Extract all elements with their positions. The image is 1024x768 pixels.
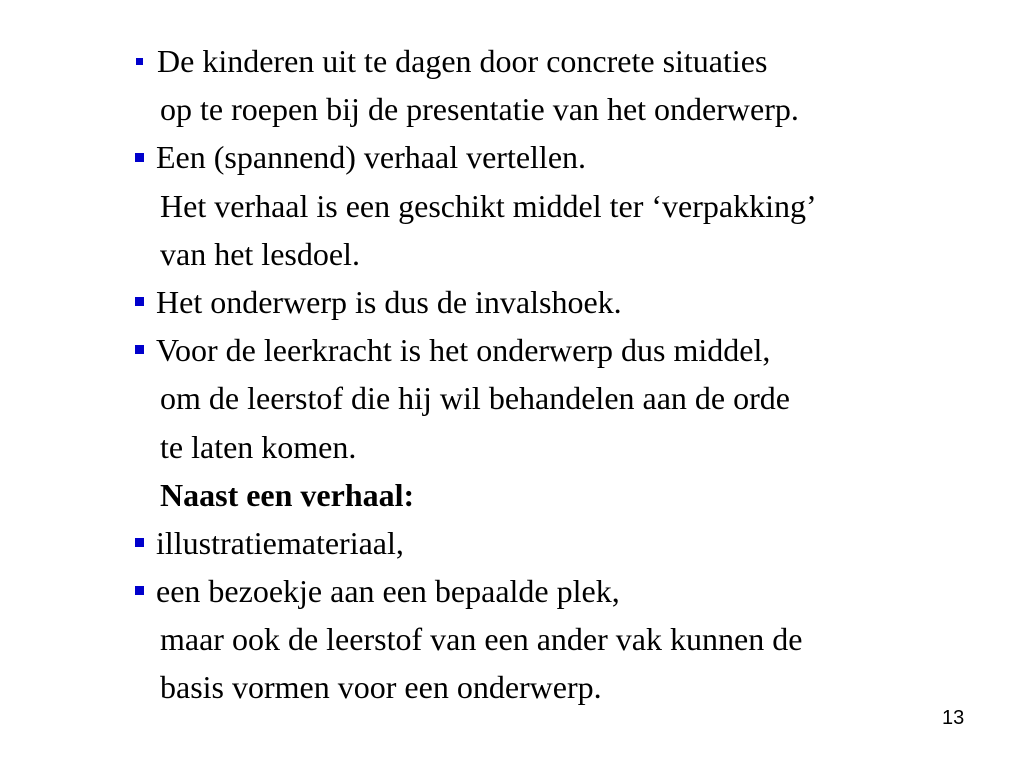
bullet-item-2 xyxy=(131,133,1001,181)
square-bullet-icon xyxy=(135,586,144,595)
bullet-text: Voor de leerkracht is het onderwerp dus middel, xyxy=(156,332,771,369)
page-number: 13 xyxy=(942,707,965,729)
slide-body xyxy=(131,37,1001,712)
bullet-text: van het lesdoel. xyxy=(160,235,360,272)
bullet-text: Het verhaal is een geschikt middel ter ‘verpakking’ xyxy=(160,187,817,224)
bullet-item-1 xyxy=(131,37,1001,85)
bullet-continuation xyxy=(131,615,1001,663)
bullet-text: basis vormen voor een onderwerp. xyxy=(160,669,602,706)
bullet-continuation xyxy=(131,374,1001,422)
square-bullet-icon xyxy=(135,297,144,306)
bullet-item-3 xyxy=(131,278,1001,326)
square-bullet-icon xyxy=(136,58,143,65)
bullet-text: illustratiemateriaal, xyxy=(156,524,404,561)
bullet-text: maar ook de leerstof van een ander vak kunnen de xyxy=(160,621,803,658)
bullet-text: om de leerstof die hij wil behandelen aan de orde xyxy=(160,380,790,417)
bullet-text: Een (spannend) verhaal vertellen. xyxy=(156,139,587,176)
bullet-continuation xyxy=(131,663,1001,711)
bullet-text: Het onderwerp is dus de invalshoek. xyxy=(156,283,622,320)
subheading xyxy=(131,471,1001,519)
sub-bullet-item-2 xyxy=(131,567,1001,615)
bullet-text: te laten komen. xyxy=(160,428,357,465)
square-bullet-icon xyxy=(135,345,144,354)
square-bullet-icon xyxy=(135,538,144,547)
bullet-text: een bezoekje aan een bepaalde plek, xyxy=(156,573,620,610)
bullet-continuation xyxy=(131,230,1001,278)
bullet-continuation xyxy=(131,85,1001,133)
square-bullet-icon xyxy=(135,153,144,162)
sub-bullet-item-1 xyxy=(131,519,1001,567)
bullet-text: De kinderen uit te dagen door concrete situaties xyxy=(157,43,768,79)
bullet-text: op te roepen bij de presentatie van het onderwerp. xyxy=(160,91,799,128)
subheading-text: Naast een verhaal: xyxy=(160,476,415,513)
bullet-item-4 xyxy=(131,326,1001,374)
bullet-continuation xyxy=(131,423,1001,471)
bullet-continuation xyxy=(131,182,1001,230)
